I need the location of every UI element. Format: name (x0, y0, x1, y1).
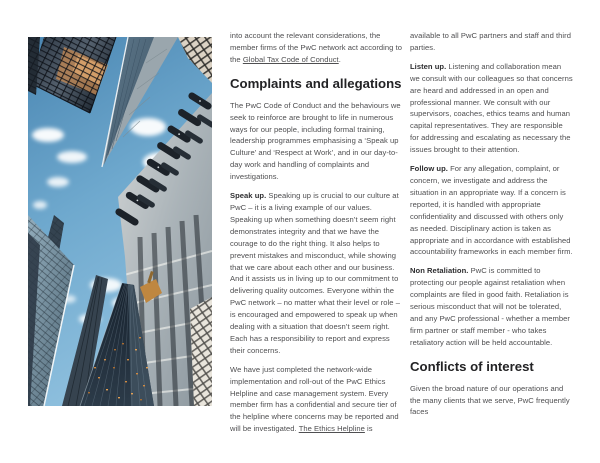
global-tax-code-link[interactable]: Global Tax Code of Conduct (242, 54, 339, 64)
listen-up-lead: Listen up. (410, 61, 447, 71)
skyscrapers-photo-illustration (28, 37, 212, 406)
intro-text-pre: into account the relevant considerations, the member firms of the PwC network act according to the (230, 31, 402, 64)
helpline-text-pre: We have just completed the network-wide implementation and roll-out of the PwC Ethics Helpline and case management system. Every member firm has a confidential and secure tier of the helpline where concerns may be reported and will be investigated. (230, 364, 399, 434)
paragraph-code-of-conduct: The PwC Code of Conduct and the behaviours we seek to reinforce are brought to life in numerous ways for our people, including formal training, leadership programmes emphasising a ‘Speak up Culture’ and ‘Respect at Work’, and in our day-to-day work and handling of complaints and investigations. (230, 100, 401, 182)
heading-conflicts-of-interest: Conflicts of interest (410, 358, 534, 374)
skyscrapers-photo (28, 37, 212, 406)
paragraph-intro-continuation (230, 30, 404, 66)
paragraph-listen-up (410, 61, 573, 156)
paragraph-non-retaliation (410, 265, 573, 348)
ethics-helpline-link[interactable]: The Ethics Helpline (298, 424, 365, 434)
non-retaliation-lead: Non Retaliation. (410, 266, 469, 276)
paragraph-follow-up (410, 163, 573, 258)
follow-up-text: For any allegation, complaint, or concern, we investigate and address the situation in an appropriate way. If a concern is reported, it is handled with appropriate confidentiality and discussed with others only as needed. Disciplinary action is taken as appropriate and in accordance with established accountability frameworks in each member firm. (410, 164, 573, 257)
heading-complaints-and-allegations: Complaints and allegations (230, 75, 402, 91)
paragraph-available-continuation: available to all PwC partners and staff and third parties. (410, 31, 571, 52)
column-middle (230, 30, 404, 442)
paragraph-conflicts-continuation: Given the broad nature of our operations and the many clients that we serve, PwC frequently faces (410, 383, 570, 417)
column-right (410, 30, 573, 425)
paragraph-ethics-helpline (230, 364, 404, 435)
non-retaliation-text: PwC is committed to protecting our people against retaliation when complaints are filed in good faith. Retaliation is serious misconduct that will not be tolerated, and any PwC professional - whether a member firm partner or staff member - who takes retaliatory action will be held accountable. (410, 266, 570, 347)
paragraph-speak-up (230, 190, 404, 357)
follow-up-lead: Follow up. (410, 164, 448, 174)
speak-up-lead: Speak up. (230, 191, 267, 201)
intro-text-post: . (338, 54, 341, 64)
helpline-text-post: is (364, 424, 373, 434)
speak-up-text: Speaking up is crucial to our culture at PwC – it is a living example of our values. Speaking up when something doesn’t seem right demonstrates integrity and that we have the courage to do the right thing. It also helps to prevent mistakes and misconduct, while showing that we care about each other and our business. And it assists us in living up to our commitment to delivering quality outcomes. Everyone within the PwC network – no matter what their level or role – is encouraged and empowered to speak up when dealing with a situation that doesn’t seem right. Each has a responsibility to report and express their concerns. (230, 191, 400, 355)
listen-up-text: Listening and collaboration mean we consult with our colleagues so that concerns are heard and addressed in an open and professional manner. We consult with our supervisors, coaches, ethics teams and human capital representatives. They are responsible for addressing and escalating as necessary the issues brought to their attention. (410, 61, 573, 155)
